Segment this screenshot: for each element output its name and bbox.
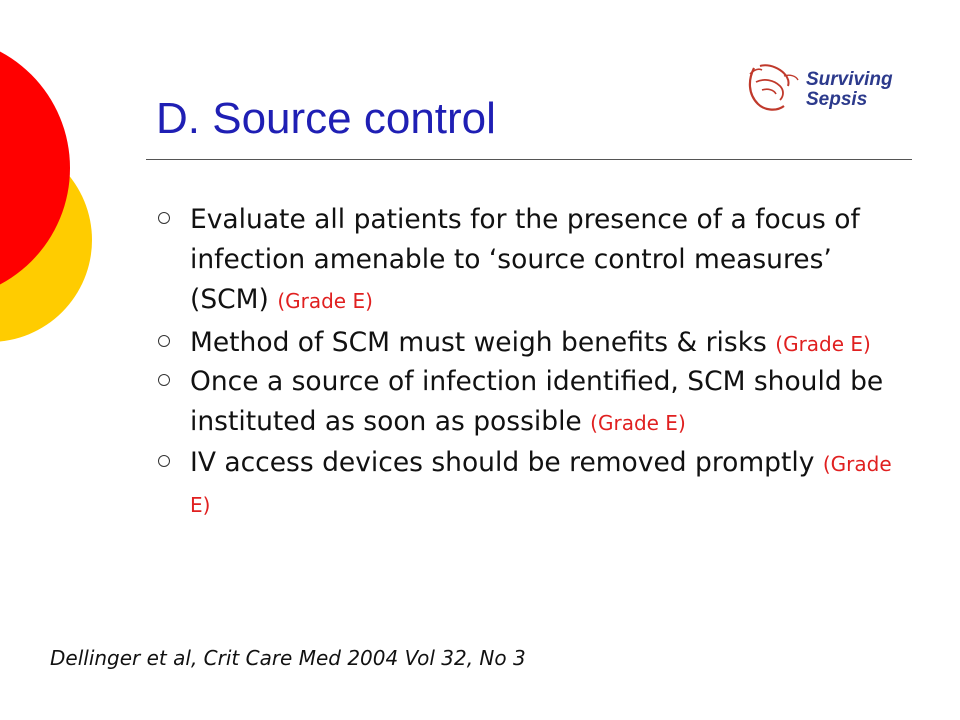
circle-bullet-icon — [158, 212, 170, 224]
bullet-text: Evaluate all patients for the presence of a focus of infection amenable to ‘source control measures’ (SCM) — [190, 204, 860, 315]
bullet-item — [158, 443, 918, 525]
slide-title: D. Source control — [156, 94, 496, 143]
grade-label: (Grade E) — [775, 332, 871, 356]
title-divider — [146, 159, 912, 160]
grade-label: (Grade E) — [277, 289, 373, 313]
grade-label: (Grade E) — [190, 452, 892, 517]
bullet-item — [158, 362, 918, 443]
circle-bullet-icon — [158, 335, 170, 347]
citation: Dellinger et al, Crit Care Med 2004 Vol 32, No 3 — [50, 646, 526, 670]
hands-icon — [744, 60, 804, 116]
decorative-circles — [0, 0, 120, 720]
logo-line-1: Surviving — [806, 69, 893, 90]
circle-bullet-icon — [158, 374, 170, 386]
grade-label: (Grade E) — [590, 411, 686, 435]
logo-line-2: Sepsis — [806, 89, 868, 110]
bullet-list — [158, 200, 918, 525]
bullet-text: IV access devices should be removed promptly — [190, 447, 815, 478]
bullet-item — [158, 323, 918, 364]
surviving-sepsis-logo — [744, 60, 914, 116]
bullet-text: Method of SCM must weigh benefits & risks — [190, 327, 767, 358]
bullet-item — [158, 200, 918, 321]
bullet-text: Once a source of infection identified, SCM should be instituted as soon as possible — [190, 366, 884, 437]
circle-bullet-icon — [158, 455, 170, 467]
